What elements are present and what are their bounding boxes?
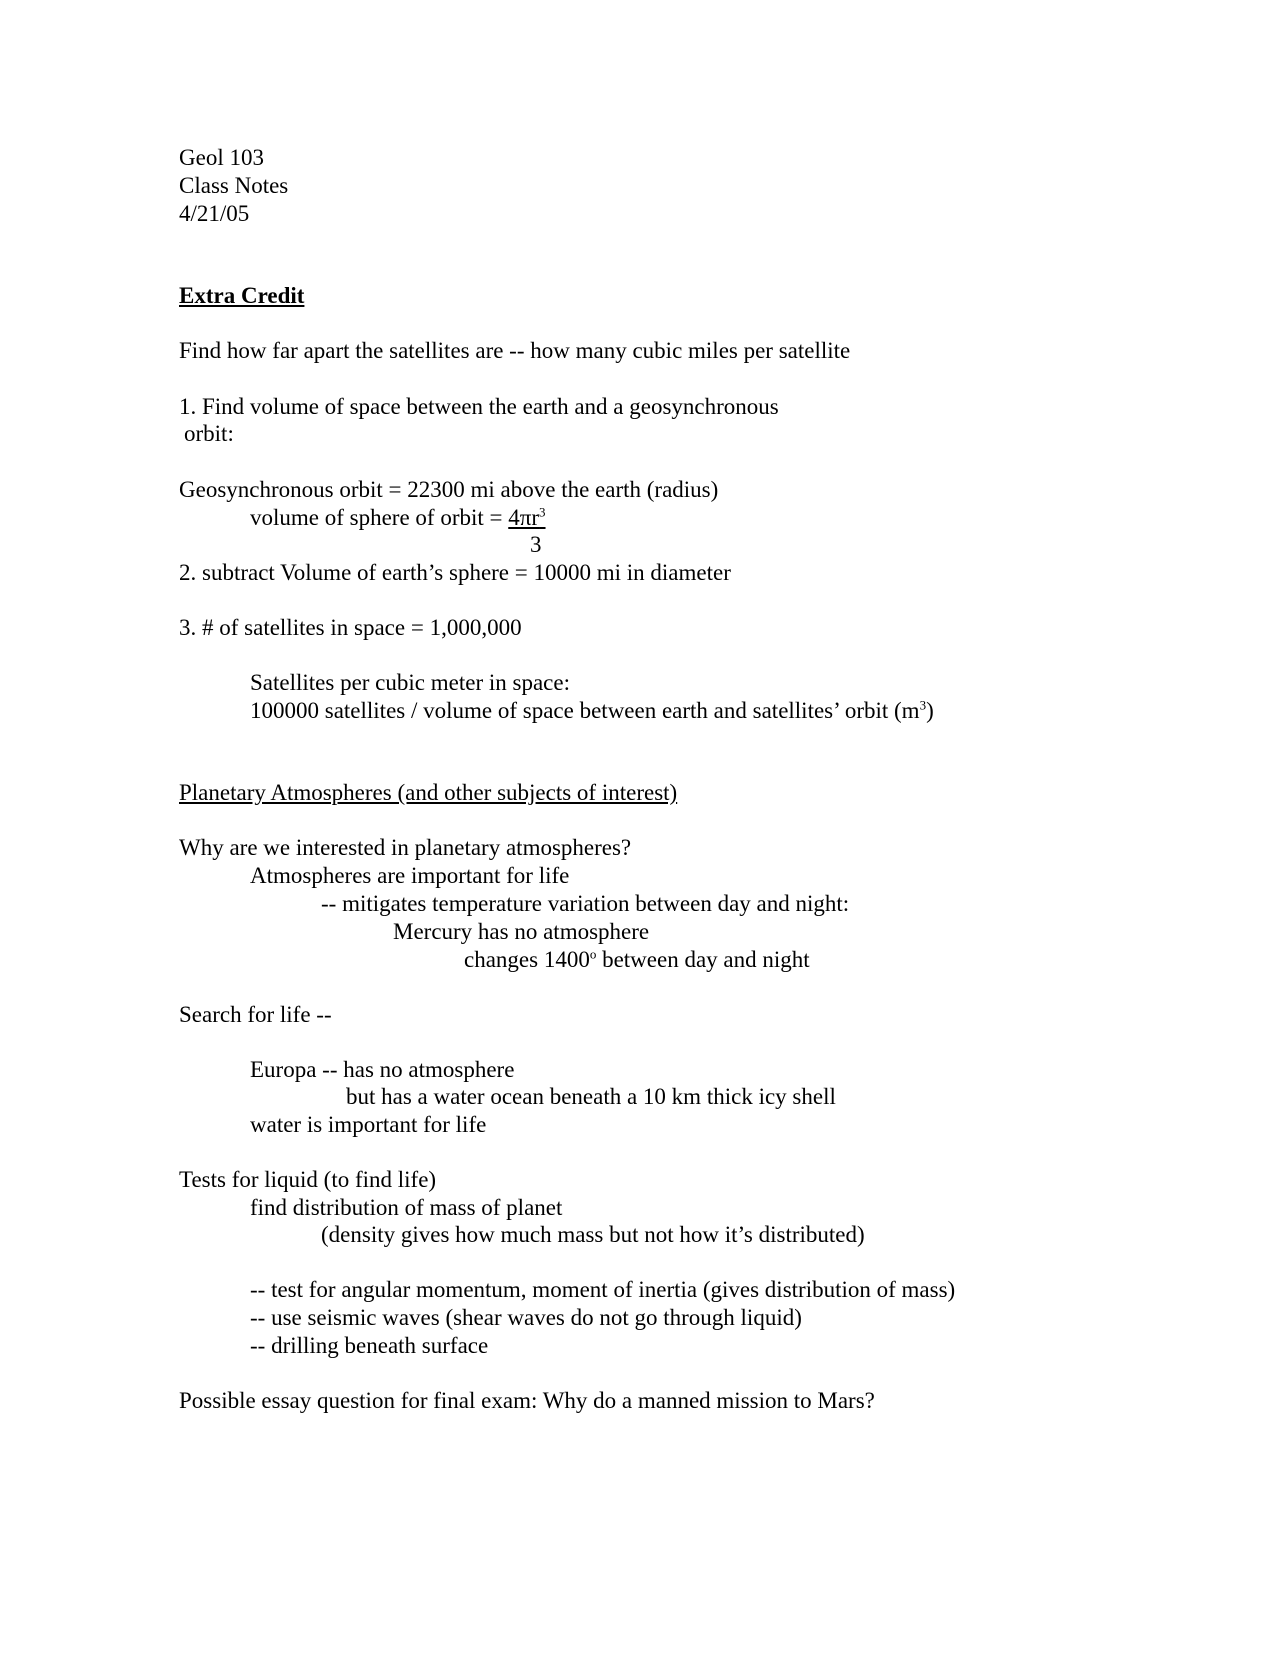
satellites-per-cubic-label: Satellites per cubic meter in space: <box>250 670 570 695</box>
find-distribution: find distribution of mass of planet <box>250 1195 563 1220</box>
mercury-note: Mercury has no atmosphere <box>393 919 650 944</box>
geosynchronous-orbit: Geosynchronous orbit = 22300 mi above the earth (radius) <box>179 477 719 502</box>
atmospheres-heading: Planetary Atmospheres (and other subjects of interest) <box>179 780 678 805</box>
step-1-line-1: 1. Find volume of space between the earth and a geosynchronous <box>179 394 779 419</box>
europa-note: Europa -- has no atmosphere <box>250 1057 515 1082</box>
volume-label: volume of sphere of orbit = <box>250 505 509 530</box>
search-for-life: Search for life -- <box>179 1002 332 1027</box>
volume-denominator: 3 <box>530 532 542 557</box>
test-angular-momentum: -- test for angular momentum, moment of inertia (gives distribution of mass) <box>250 1277 956 1302</box>
degree-symbol: o <box>589 946 597 962</box>
step-2: 2. subtract Volume of earth’s sphere = 10000 mi in diameter <box>179 560 731 585</box>
seismic-waves: -- use seismic waves (shear waves do not go through liquid) <box>250 1305 802 1330</box>
temperature-change: changes 1400$^o$ between day and night <box>464 946 810 972</box>
extra-credit-heading: Extra Credit <box>179 283 305 308</box>
step-1-line-2: orbit: <box>184 421 234 446</box>
europa-ocean: but has a water ocean beneath a 10 km thick icy shell <box>346 1084 836 1109</box>
density-note: (density gives how much mass but not how it’s distributed) <box>321 1222 865 1247</box>
volume-exponent: 3 <box>539 504 546 520</box>
step-3: 3. # of satellites in space = 1,000,000 <box>179 615 522 640</box>
essay-question: Possible essay question for final exam: Why do a manned mission to Mars? <box>179 1388 875 1413</box>
document-date: 4/21/05 <box>179 201 250 226</box>
volume-formula <box>250 503 546 532</box>
course-title: Geol 103 <box>179 145 264 170</box>
tests-for-liquid: Tests for liquid (to find life) <box>179 1167 437 1192</box>
drilling: -- drilling beneath surface <box>250 1333 489 1358</box>
cubic-exponent: 3 <box>919 697 927 713</box>
volume-numerator: $4\pi r^3$ <box>508 504 546 530</box>
water-important: water is important for life <box>250 1112 487 1137</box>
document-type: Class Notes <box>179 173 289 198</box>
mitigates-temperature: -- mitigates temperature variation between day and night: <box>321 891 850 916</box>
extra-credit-intro: Find how far apart the satellites are -- how many cubic miles per satellite <box>179 338 851 363</box>
why-question: Why are we interested in planetary atmospheres? <box>179 835 632 860</box>
satellites-per-cubic-formula: 100000 satellites / volume of space between earth and satellites’ orbit $(m^3)$ <box>250 697 934 723</box>
important-for-life: Atmospheres are important for life <box>250 863 570 888</box>
